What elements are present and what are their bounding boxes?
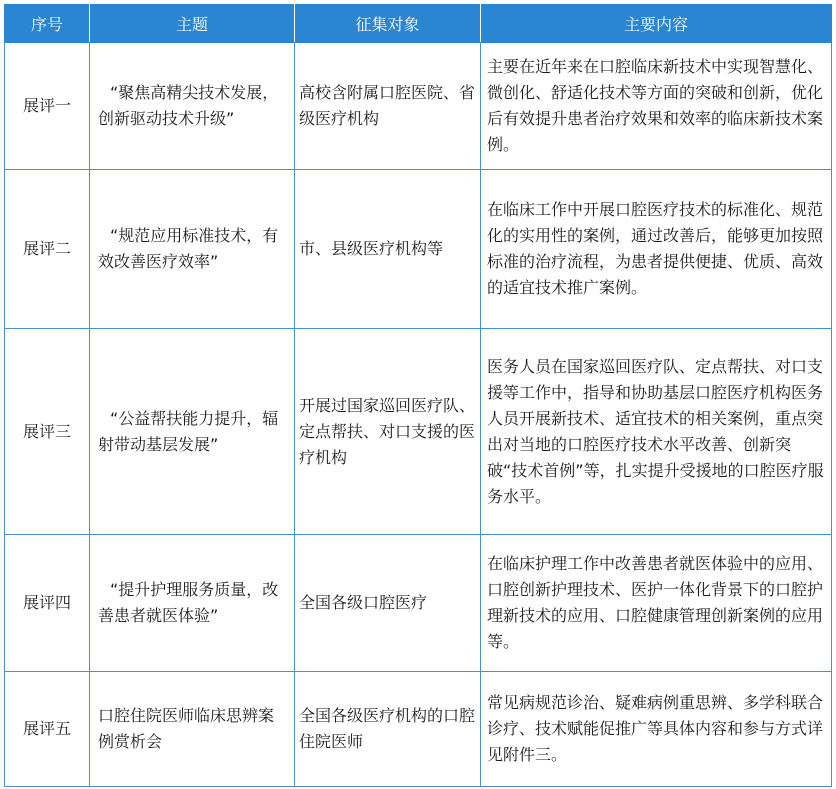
row-content: 常见病规范诊治、疑难病例重思辨、多学科联合诊疗、技术赋能促推广等具体内容和参与方式详见附件三。 — [481, 672, 832, 787]
row-target: 市、县级医疗机构等 — [295, 170, 481, 329]
table-row — [5, 170, 832, 329]
row-topic-text: “公益帮扶能力提升，辐射带动基层发展” — [98, 408, 279, 454]
row-target: 开展过国家巡回医疗队、定点帮扶、对口支援的医疗机构 — [295, 329, 481, 535]
row-topic-text: “规范应用标准技术，有效改善医疗效率” — [98, 226, 279, 271]
table-header-row — [5, 5, 832, 43]
table-row — [5, 329, 832, 535]
row-topic — [90, 672, 295, 787]
row-target: 高校含附属口腔医院、省级医疗机构 — [295, 43, 481, 170]
row-number: 展评二 — [5, 170, 90, 329]
row-target: 全国各级口腔医疗 — [295, 535, 481, 672]
row-topic — [90, 43, 295, 170]
table-row — [5, 43, 832, 170]
row-content: 在临床护理工作中改善患者就医体验中的应用、口腔创新护理技术、医护一体化背景下的口腔护理新技术的应用、口腔健康管理创新案例的应用等。 — [481, 535, 832, 672]
row-number: 展评三 — [5, 329, 90, 535]
table-row — [5, 672, 832, 787]
row-topic — [90, 170, 295, 329]
header-topic: 主题 — [90, 5, 295, 43]
row-topic — [90, 329, 295, 535]
row-number: 展评四 — [5, 535, 90, 672]
row-number: 展评一 — [5, 43, 90, 170]
header-content: 主要内容 — [481, 5, 832, 43]
row-content: 主要在近年来在口腔临床新技术中实现智慧化、微创化、舒适化技术等方面的突破和创新，优化后有效提升患者治疗效果和效率的临床新技术案例。 — [481, 43, 832, 170]
exhibition-table — [4, 4, 832, 787]
header-number: 序号 — [5, 5, 90, 43]
row-topic-text: “提升护理服务质量，改善患者就医体验” — [98, 580, 279, 625]
header-target: 征集对象 — [295, 5, 481, 43]
row-content: 在临床工作中开展口腔医疗技术的标准化、规范化的实用性的案例，通过改善后，能够更加按照标准的治疗流程，为患者提供便捷、优质、高效的适宜技术推广案例。 — [481, 170, 832, 329]
row-topic-text: “聚焦高精尖技术发展，创新驱动技术升级” — [98, 83, 279, 128]
row-topic — [90, 535, 295, 672]
row-target: 全国各级医疗机构的口腔住院医师 — [295, 672, 481, 787]
table-row — [5, 535, 832, 672]
row-number: 展评五 — [5, 672, 90, 787]
row-content: 医务人员在国家巡回医疗队、定点帮扶、对口支援等工作中，指导和协助基层口腔医疗机构医务人员开展新技术、适宜技术的相关案例，重点突出对当地的口腔医疗技术水平改善、创新突破“技术首例”等，扎实提升受援地的口腔医疗服务水平。 — [481, 329, 832, 535]
row-topic-text: 口腔住院医师临床思辨案例赏析会 — [98, 706, 275, 751]
